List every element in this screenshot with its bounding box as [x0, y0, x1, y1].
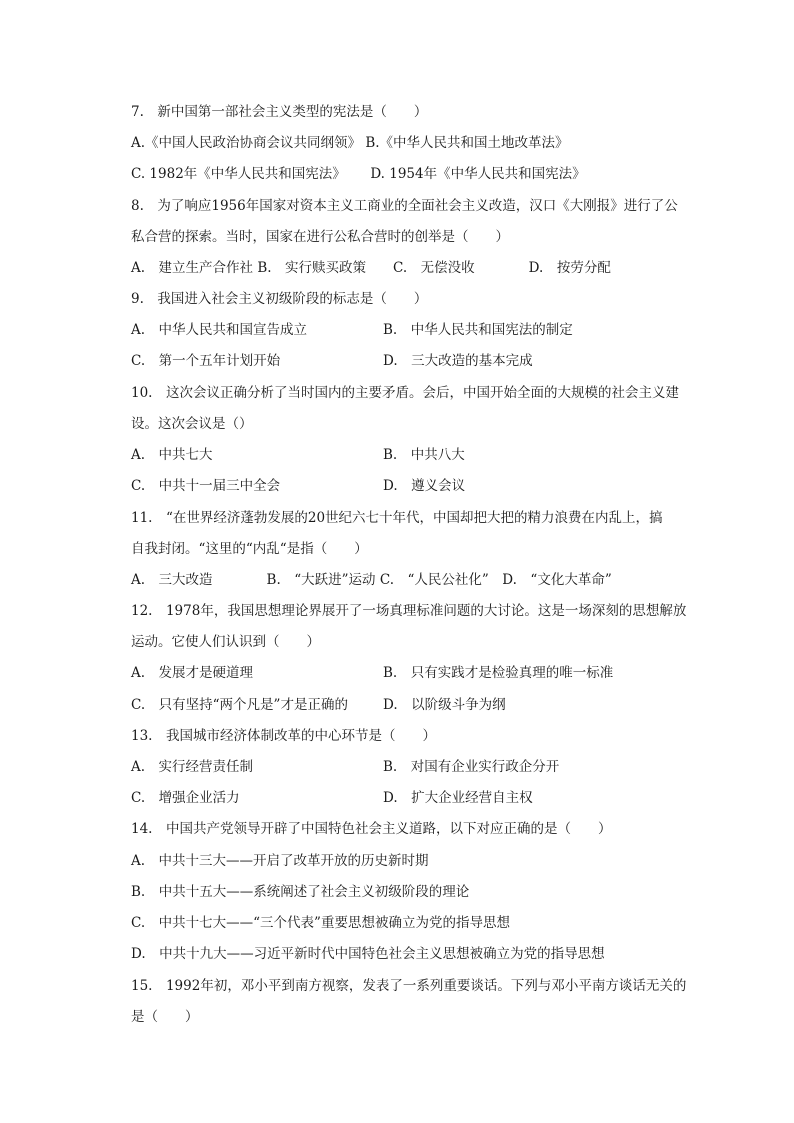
question-10-option-b: B. 中共八大	[383, 447, 465, 463]
question-12-stem-line-1: 12. 1978年，我国思想理论界展开了一场真理标准问题的大讨论。这是一场深刻的思想解放	[131, 603, 687, 619]
question-8-stem-line-2: 私合营的探索。当时，国家在进行公私合营时的创举是（ ）	[131, 229, 509, 245]
question-8-stem-line-1: 8. 为了响应1956年国家对资本主义工商业的全面社会主义改造，汉口《大刚报》进行了公	[131, 198, 678, 214]
question-10-option-d: D. 遵义会议	[383, 478, 466, 494]
question-11-stem-line-2: 自我封闭。“这里的“内乱“是指（ ）	[131, 541, 368, 557]
question-12-option-c: C. 只有坚持“两个凡是”才是正确的	[131, 697, 348, 713]
question-14-option-a: A. 中共十三大——开启了改革开放的历史新时期	[131, 853, 429, 869]
question-9-option-d: D. 三大改造的基本完成	[383, 353, 533, 369]
question-14-option-d: D. 中共十九大——习近平新时代中国特色社会主义思想被确立为党的指导思想	[131, 946, 605, 962]
question-15-stem-line-2: 是（ ）	[131, 1009, 199, 1025]
question-10-stem-line-2: 设。这次会议是（）	[131, 416, 253, 432]
question-12-stem-line-2: 运动。它使人们认识到（ ）	[131, 634, 320, 650]
question-7-options-row-2: C. 1982年《中华人民共和国宪法》 D. 1954年《中华人民共和国宪法》	[131, 166, 586, 182]
question-10-stem-line-1: 10. 这次会议正确分析了当时国内的主要矛盾。会后，中国开始全面的大规模的社会主义建	[131, 385, 679, 401]
question-11-options-row-1: A. 三大改造 B. “大跃进”运动 C. “人民公社化” D. “文化大革命”	[131, 572, 612, 588]
question-9-option-c: C. 第一个五年计划开始	[131, 353, 281, 369]
question-15-stem-line-1: 15. 1992年初，邓小平到南方视察，发表了一系列重要谈话。下列与邓小平南方谈话无关的	[131, 978, 687, 994]
question-13-stem: 13. 我国城市经济体制改革的中心环节是（ ）	[131, 728, 436, 744]
question-13-option-c: C. 增强企业活力	[131, 790, 240, 806]
question-10-option-c: C. 中共十一届三中全会	[131, 478, 281, 494]
question-14-option-b: B. 中共十五大——系统阐述了社会主义初级阶段的理论	[131, 884, 470, 900]
question-13-option-a: A. 实行经营责任制	[131, 759, 254, 775]
question-9-option-a: A. 中华人民共和国宣告成立	[131, 322, 308, 338]
question-13-option-b: B. 对国有企业实行政企分开	[383, 759, 560, 775]
question-12-option-d: D. 以阶级斗争为纲	[383, 697, 506, 713]
question-9-option-b: B. 中华人民共和国宪法的制定	[383, 322, 573, 338]
question-11-stem-line-1: 11. “在世界经济蓬勃发展的20世纪六七十年代，中国却把大把的精力浪费在内乱上，搞	[131, 510, 663, 526]
question-12-option-b: B. 只有实践才是检验真理的唯一标准	[383, 665, 614, 681]
question-12-option-a: A. 发展才是硬道理	[131, 665, 254, 681]
question-13-option-d: D. 扩大企业经营自主权	[383, 790, 533, 806]
question-14-stem: 14. 中国共产党领导开辟了中国特色社会主义道路，以下对应正确的是（ ）	[131, 821, 612, 837]
question-10-option-a: A. 中共七大	[131, 447, 213, 463]
question-7-options-row-1: A.《中国人民政治协商会议共同纲领》 B.《中华人民共和国土地改革法》	[131, 135, 569, 151]
question-9-stem: 9. 我国进入社会主义初级阶段的标志是（ ）	[131, 291, 428, 307]
question-7-stem: 7. 新中国第一部社会主义类型的宪法是（ ）	[131, 104, 428, 120]
question-8-options-row-1: A. 建立生产合作社 B. 实行赎买政策 C. 无偿没收 D. 按劳分配	[131, 260, 611, 276]
question-14-option-c: C. 中共十七大——“三个代表”重要思想被确立为党的指导思想	[131, 915, 510, 931]
